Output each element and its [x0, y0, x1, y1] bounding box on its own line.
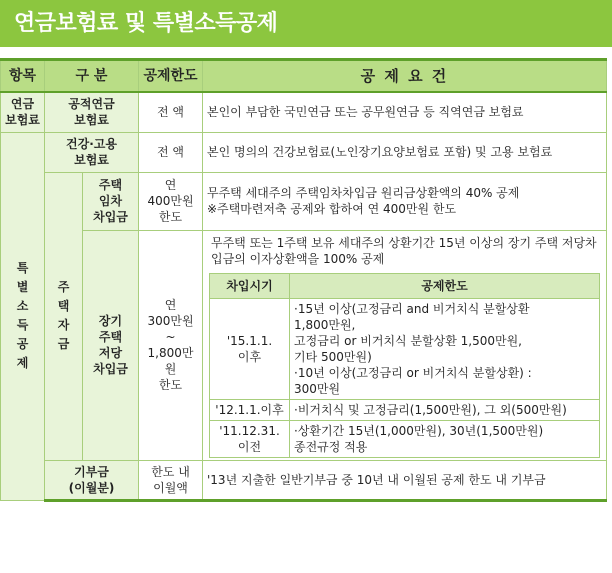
- health-row: [1, 132, 607, 172]
- inner-date-2012: '12.1.1.이후: [210, 399, 290, 420]
- page-title: 연금보험료 및 특별소득공제: [14, 11, 278, 36]
- rent-loan-type: 주택 임차 차입금: [83, 172, 139, 230]
- donation-requirement: '13년 지출한 일반기부금 중 10년 내 이월된 공제 한도 내 기부금: [203, 460, 607, 500]
- pension-requirement: 본인이 부담한 국민연금 또는 공무원연금 등 직역연금 보험료: [203, 92, 607, 132]
- header-category: 구 분: [45, 60, 139, 93]
- rent-loan-row: [1, 172, 607, 230]
- inner-date-2011: '11.12.31. 이전: [210, 420, 290, 457]
- header-item: 항목: [1, 60, 45, 93]
- mortgage-limit: 연 300만원 ~ 1,800만원 한도: [139, 230, 203, 460]
- inner-date-2015: '15.1.1. 이후: [210, 298, 290, 399]
- deduction-table: [0, 58, 607, 502]
- health-limit: 전 액: [139, 132, 203, 172]
- inner-header-date: 차입시기: [210, 273, 290, 298]
- mortgage-requirement: [203, 230, 607, 460]
- inner-limit-2011: ·상환기간 15년(1,000만원), 30년(1,500만원) 종전규정 적용: [290, 420, 600, 457]
- health-type: 건강·고용 보험료: [45, 132, 139, 172]
- rent-loan-requirement-note: ※주택마련저축 공제와 합하여 연 400만원 한도: [207, 202, 457, 216]
- title-banner: [0, 0, 612, 47]
- inner-limit-2015: ·15년 이상(고정금리 and 비거치식 분할상환 1,800만원, 고정금리 or 비거치식 분할상환 1,500만원, 기타 500만원) ·10년 이상(고정금리 or 비거치식 분할상환) : 300만원: [290, 298, 600, 399]
- table-row: [210, 399, 600, 420]
- mortgage-type: 장기 주택 저당 차입금: [83, 230, 139, 460]
- housing-category: 주 택 자 금: [45, 172, 83, 460]
- header-limit: 공제한도: [139, 60, 203, 93]
- inner-limit-2012: ·비거치식 및 고정금리(1,500만원), 그 외(500만원): [290, 399, 600, 420]
- header-requirement: 공 제 요 건: [203, 60, 607, 93]
- inner-header-limit: 공제한도: [290, 273, 600, 298]
- pension-limit: 전 액: [139, 92, 203, 132]
- donation-limit: 한도 내 이월액: [139, 460, 203, 500]
- mortgage-intro: 무주택 또는 1주택 보유 세대주의 상환기간 15년 이상의 장기 주택 저당차입금의 이자상환액을 100% 공제: [211, 235, 597, 266]
- pension-row: [1, 92, 607, 132]
- table-header-row: [1, 60, 607, 93]
- pension-type: 공적연금 보험료: [45, 92, 139, 132]
- table-row: [210, 420, 600, 457]
- special-category: 특 별 소 득 공 제: [1, 132, 45, 500]
- pension-category: 연금 보험료: [1, 92, 45, 132]
- mortgage-limit-table: [209, 273, 600, 458]
- donation-type: 기부금 (이월분): [45, 460, 139, 500]
- rent-loan-requirement-line1: 무주택 세대주의 주택임차차입금 원리금상환액의 40% 공제: [207, 186, 520, 200]
- health-requirement: 본인 명의의 건강보험료(노인장기요양보험료 포함) 및 고용 보험료: [203, 132, 607, 172]
- rent-loan-limit: 연 400만원 한도: [139, 172, 203, 230]
- table-row: [210, 298, 600, 399]
- mortgage-row: [1, 230, 607, 460]
- rent-loan-requirement: [203, 172, 607, 230]
- donation-row: [1, 460, 607, 500]
